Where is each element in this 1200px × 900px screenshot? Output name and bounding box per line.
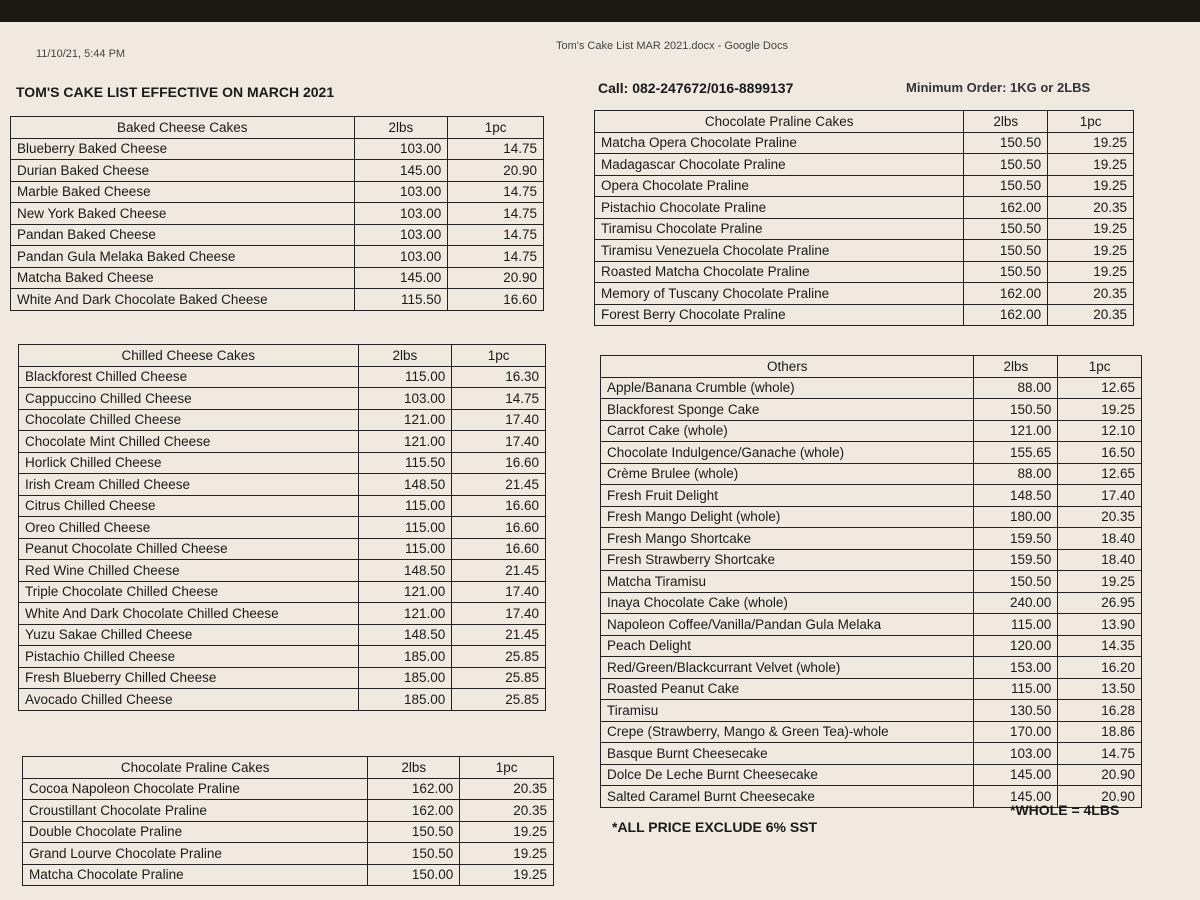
price-2lbs: 150.50 [964, 132, 1048, 154]
item-name: Chocolate Indulgence/Ganache (whole) [601, 442, 974, 464]
item-name: Red Wine Chilled Cheese [19, 560, 359, 582]
table-row [19, 366, 546, 388]
price-1pc: 17.40 [1058, 485, 1142, 507]
item-name: Blackforest Sponge Cake [601, 399, 974, 421]
print-doc-name: Tom's Cake List MAR 2021.docx - Google Docs [556, 40, 788, 52]
praline-cakes-table-left [22, 756, 554, 886]
item-name: Croustillant Chocolate Praline [23, 800, 368, 822]
price-1pc: 20.35 [460, 800, 554, 822]
table-row [11, 289, 544, 311]
item-name: Chocolate Mint Chilled Cheese [19, 431, 359, 453]
item-name: Durian Baked Cheese [11, 160, 355, 182]
price-2lbs: 103.00 [354, 246, 448, 268]
price-1pc: 16.60 [452, 495, 546, 517]
table-row [601, 463, 1142, 485]
price-1pc: 16.60 [452, 517, 546, 539]
col-1pc-header: 1pc [460, 757, 554, 779]
price-2lbs: 162.00 [964, 283, 1048, 305]
table-row [601, 506, 1142, 528]
price-2lbs: 155.65 [974, 442, 1058, 464]
price-1pc: 19.25 [460, 821, 554, 843]
call-numbers: Call: 082-247672/016-8899137 [598, 80, 794, 96]
price-1pc: 19.25 [1048, 261, 1134, 283]
price-2lbs: 103.00 [354, 224, 448, 246]
table-row [595, 132, 1134, 154]
item-name: Avocado Chilled Cheese [19, 689, 359, 711]
price-1pc: 19.25 [460, 864, 554, 886]
table-row [601, 442, 1142, 464]
price-2lbs: 150.50 [964, 240, 1048, 262]
price-2lbs: 115.00 [358, 495, 452, 517]
price-1pc: 14.75 [448, 224, 544, 246]
table-row [19, 667, 546, 689]
price-2lbs: 150.50 [974, 399, 1058, 421]
col-1pc-header: 1pc [448, 117, 544, 139]
item-name: Matcha Chocolate Praline [23, 864, 368, 886]
header-cell: Chilled Cheese Cakes [19, 345, 359, 367]
praline-cakes-table-right [594, 110, 1134, 326]
table-row [11, 224, 544, 246]
table-row [11, 267, 544, 289]
item-name: Apple/Banana Crumble (whole) [601, 377, 974, 399]
item-name: Double Chocolate Praline [23, 821, 368, 843]
item-name: Grand Lourve Chocolate Praline [23, 843, 368, 865]
header-cell: Baked Cheese Cakes [11, 117, 355, 139]
price-2lbs: 145.00 [974, 764, 1058, 786]
price-2lbs: 103.00 [358, 388, 452, 410]
price-1pc: 16.20 [1058, 657, 1142, 679]
item-name: Fresh Fruit Delight [601, 485, 974, 507]
item-name: Marble Baked Cheese [11, 181, 355, 203]
item-name: Salted Caramel Burnt Cheesecake [601, 786, 974, 808]
price-2lbs: 150.50 [974, 571, 1058, 593]
price-1pc: 20.90 [448, 267, 544, 289]
price-1pc: 14.35 [1058, 635, 1142, 657]
price-1pc: 20.35 [1048, 197, 1134, 219]
price-2lbs: 159.50 [974, 528, 1058, 550]
price-2lbs: 150.50 [964, 175, 1048, 197]
item-name: Pistachio Chilled Cheese [19, 646, 359, 668]
price-1pc: 21.45 [452, 474, 546, 496]
price-1pc: 19.25 [1048, 175, 1134, 197]
price-2lbs: 180.00 [974, 506, 1058, 528]
price-2lbs: 115.00 [974, 614, 1058, 636]
price-1pc: 14.75 [448, 246, 544, 268]
table-row [19, 560, 546, 582]
price-1pc: 14.75 [452, 388, 546, 410]
price-2lbs: 145.00 [354, 267, 448, 289]
price-2lbs: 148.50 [358, 474, 452, 496]
table-row [19, 517, 546, 539]
table-row [595, 283, 1134, 305]
table-row [601, 549, 1142, 571]
price-1pc: 19.25 [1048, 154, 1134, 176]
price-2lbs: 185.00 [358, 667, 452, 689]
table-row [19, 689, 546, 711]
price-1pc: 20.90 [1058, 764, 1142, 786]
price-2lbs: 150.50 [964, 154, 1048, 176]
table-row [11, 138, 544, 160]
paper-sheet [0, 22, 1200, 900]
minimum-order: Minimum Order: 1KG or 2LBS [906, 80, 1091, 95]
price-1pc: 21.45 [452, 560, 546, 582]
item-name: Madagascar Chocolate Praline [595, 154, 964, 176]
table-row [601, 571, 1142, 593]
price-2lbs: 115.00 [974, 678, 1058, 700]
price-1pc: 25.85 [452, 667, 546, 689]
price-1pc: 17.40 [452, 603, 546, 625]
price-2lbs: 159.50 [974, 549, 1058, 571]
price-1pc: 14.75 [448, 181, 544, 203]
item-name: Roasted Peanut Cake [601, 678, 974, 700]
price-1pc: 25.85 [452, 646, 546, 668]
col-1pc-header: 1pc [1058, 356, 1142, 378]
table-header-row [11, 117, 544, 139]
item-name: White And Dark Chocolate Baked Cheese [11, 289, 355, 311]
table-row [11, 203, 544, 225]
table-row [23, 864, 554, 886]
table-row [601, 743, 1142, 765]
table-row [601, 399, 1142, 421]
price-1pc: 20.90 [448, 160, 544, 182]
table-row [23, 821, 554, 843]
price-2lbs: 148.50 [974, 485, 1058, 507]
price-2lbs: 185.00 [358, 689, 452, 711]
table-row [23, 800, 554, 822]
col-2lbs-header: 2lbs [358, 345, 452, 367]
header-cell: Chocolate Praline Cakes [595, 111, 964, 133]
price-1pc: 19.25 [1058, 399, 1142, 421]
table-row [595, 154, 1134, 176]
item-name: Citrus Chilled Cheese [19, 495, 359, 517]
table-row [601, 678, 1142, 700]
price-1pc: 17.40 [452, 431, 546, 453]
price-1pc: 18.86 [1058, 721, 1142, 743]
table-row [595, 240, 1134, 262]
table-row [595, 304, 1134, 326]
price-2lbs: 145.00 [974, 786, 1058, 808]
price-2lbs: 150.00 [368, 864, 460, 886]
col-2lbs-header: 2lbs [354, 117, 448, 139]
item-name: Tiramisu Venezuela Chocolate Praline [595, 240, 964, 262]
price-1pc: 20.35 [460, 778, 554, 800]
sst-note: *ALL PRICE EXCLUDE 6% SST [612, 819, 818, 835]
table-row [601, 485, 1142, 507]
price-2lbs: 103.00 [354, 181, 448, 203]
table-row [601, 528, 1142, 550]
price-2lbs: 115.00 [358, 538, 452, 560]
header-cell: Chocolate Praline Cakes [23, 757, 368, 779]
item-name: Pandan Gula Melaka Baked Cheese [11, 246, 355, 268]
item-name: Fresh Blueberry Chilled Cheese [19, 667, 359, 689]
table-row [19, 431, 546, 453]
table-row [601, 657, 1142, 679]
price-2lbs: 148.50 [358, 624, 452, 646]
item-name: Pandan Baked Cheese [11, 224, 355, 246]
item-name: Tiramisu Chocolate Praline [595, 218, 964, 240]
print-datetime: 11/10/21, 5:44 PM [36, 48, 126, 60]
price-1pc: 19.25 [1048, 218, 1134, 240]
price-1pc: 20.90 [1058, 786, 1142, 808]
price-1pc: 20.35 [1048, 304, 1134, 326]
price-2lbs: 150.50 [368, 843, 460, 865]
item-name: Matcha Baked Cheese [11, 267, 355, 289]
others-table [600, 355, 1142, 808]
item-name: Napoleon Coffee/Vanilla/Pandan Gula Melaka [601, 614, 974, 636]
table-row [601, 377, 1142, 399]
item-name: Peanut Chocolate Chilled Cheese [19, 538, 359, 560]
price-2lbs: 185.00 [358, 646, 452, 668]
price-2lbs: 103.00 [354, 138, 448, 160]
price-1pc: 19.25 [1048, 132, 1134, 154]
item-name: Dolce De Leche Burnt Cheesecake [601, 764, 974, 786]
price-2lbs: 103.00 [974, 743, 1058, 765]
table-row [595, 218, 1134, 240]
table-row [19, 646, 546, 668]
col-1pc-header: 1pc [452, 345, 546, 367]
item-name: Inaya Chocolate Cake (whole) [601, 592, 974, 614]
table-row [601, 614, 1142, 636]
price-1pc: 12.10 [1058, 420, 1142, 442]
item-name: Forest Berry Chocolate Praline [595, 304, 964, 326]
price-2lbs: 103.00 [354, 203, 448, 225]
table-row [19, 388, 546, 410]
item-name: Cappuccino Chilled Cheese [19, 388, 359, 410]
table-row [19, 603, 546, 625]
col-2lbs-header: 2lbs [368, 757, 460, 779]
price-2lbs: 121.00 [358, 409, 452, 431]
table-row [19, 452, 546, 474]
item-name: Peach Delight [601, 635, 974, 657]
price-1pc: 14.75 [1058, 743, 1142, 765]
price-2lbs: 121.00 [358, 603, 452, 625]
price-1pc: 20.35 [1048, 283, 1134, 305]
baked-cheese-cakes-table [10, 116, 544, 311]
item-name: Crème Brulee (whole) [601, 463, 974, 485]
chilled-cheese-cakes-table [18, 344, 546, 711]
item-name: Carrot Cake (whole) [601, 420, 974, 442]
price-1pc: 18.40 [1058, 528, 1142, 550]
price-2lbs: 153.00 [974, 657, 1058, 679]
table-row [601, 721, 1142, 743]
price-1pc: 16.60 [452, 538, 546, 560]
price-2lbs: 240.00 [974, 592, 1058, 614]
table-row [595, 175, 1134, 197]
table-row [19, 538, 546, 560]
price-1pc: 16.50 [1058, 442, 1142, 464]
item-name: Memory of Tuscany Chocolate Praline [595, 283, 964, 305]
price-2lbs: 121.00 [358, 581, 452, 603]
price-1pc: 12.65 [1058, 463, 1142, 485]
price-1pc: 19.25 [460, 843, 554, 865]
price-2lbs: 162.00 [964, 197, 1048, 219]
price-1pc: 17.40 [452, 581, 546, 603]
col-2lbs-header: 2lbs [964, 111, 1048, 133]
table-row [11, 246, 544, 268]
table-row [19, 409, 546, 431]
page-title: TOM'S CAKE LIST EFFECTIVE ON MARCH 2021 [16, 84, 335, 100]
header-cell: Others [601, 356, 974, 378]
price-2lbs: 121.00 [974, 420, 1058, 442]
price-2lbs: 115.50 [358, 452, 452, 474]
price-1pc: 14.75 [448, 138, 544, 160]
col-1pc-header: 1pc [1048, 111, 1134, 133]
table-header-row [23, 757, 554, 779]
price-2lbs: 150.50 [964, 261, 1048, 283]
price-1pc: 16.30 [452, 366, 546, 388]
table-row [11, 181, 544, 203]
item-name: Matcha Tiramisu [601, 571, 974, 593]
item-name: Crepe (Strawberry, Mango & Green Tea)-whole [601, 721, 974, 743]
price-1pc: 16.60 [452, 452, 546, 474]
table-header-row [19, 345, 546, 367]
whole-note: *WHOLE = 4LBS [1010, 802, 1120, 818]
table-row [595, 261, 1134, 283]
price-2lbs: 115.00 [358, 366, 452, 388]
price-1pc: 14.75 [448, 203, 544, 225]
item-name: Basque Burnt Cheesecake [601, 743, 974, 765]
item-name: Pistachio Chocolate Praline [595, 197, 964, 219]
item-name: Blackforest Chilled Cheese [19, 366, 359, 388]
table-row [601, 420, 1142, 442]
price-1pc: 20.35 [1058, 506, 1142, 528]
price-2lbs: 88.00 [974, 463, 1058, 485]
item-name: Fresh Mango Delight (whole) [601, 506, 974, 528]
item-name: Tiramisu [601, 700, 974, 722]
price-2lbs: 130.50 [974, 700, 1058, 722]
price-1pc: 16.28 [1058, 700, 1142, 722]
table-row [23, 778, 554, 800]
price-1pc: 26.95 [1058, 592, 1142, 614]
table-row [19, 495, 546, 517]
table-row [601, 635, 1142, 657]
price-2lbs: 150.50 [368, 821, 460, 843]
price-2lbs: 115.50 [354, 289, 448, 311]
table-row [19, 581, 546, 603]
item-name: Chocolate Chilled Cheese [19, 409, 359, 431]
item-name: Triple Chocolate Chilled Cheese [19, 581, 359, 603]
price-2lbs: 162.00 [368, 778, 460, 800]
price-1pc: 17.40 [452, 409, 546, 431]
item-name: New York Baked Cheese [11, 203, 355, 225]
table-row [23, 843, 554, 865]
price-1pc: 19.25 [1058, 571, 1142, 593]
col-2lbs-header: 2lbs [974, 356, 1058, 378]
price-2lbs: 120.00 [974, 635, 1058, 657]
item-name: Fresh Strawberry Shortcake [601, 549, 974, 571]
price-1pc: 25.85 [452, 689, 546, 711]
price-2lbs: 115.00 [358, 517, 452, 539]
table-row [19, 474, 546, 496]
price-1pc: 13.50 [1058, 678, 1142, 700]
price-1pc: 13.90 [1058, 614, 1142, 636]
price-2lbs: 121.00 [358, 431, 452, 453]
price-2lbs: 170.00 [974, 721, 1058, 743]
item-name: Fresh Mango Shortcake [601, 528, 974, 550]
price-1pc: 18.40 [1058, 549, 1142, 571]
item-name: Oreo Chilled Cheese [19, 517, 359, 539]
item-name: Horlick Chilled Cheese [19, 452, 359, 474]
table-row [11, 160, 544, 182]
item-name: Yuzu Sakae Chilled Cheese [19, 624, 359, 646]
item-name: Opera Chocolate Praline [595, 175, 964, 197]
item-name: Roasted Matcha Chocolate Praline [595, 261, 964, 283]
table-row [601, 700, 1142, 722]
item-name: Blueberry Baked Cheese [11, 138, 355, 160]
price-1pc: 16.60 [448, 289, 544, 311]
item-name: Red/Green/Blackcurrant Velvet (whole) [601, 657, 974, 679]
price-2lbs: 145.00 [354, 160, 448, 182]
price-2lbs: 150.50 [964, 218, 1048, 240]
price-2lbs: 162.00 [964, 304, 1048, 326]
price-1pc: 12.65 [1058, 377, 1142, 399]
price-1pc: 19.25 [1048, 240, 1134, 262]
item-name: Irish Cream Chilled Cheese [19, 474, 359, 496]
table-row [19, 624, 546, 646]
price-2lbs: 88.00 [974, 377, 1058, 399]
table-header-row [601, 356, 1142, 378]
price-2lbs: 148.50 [358, 560, 452, 582]
table-header-row [595, 111, 1134, 133]
item-name: Cocoa Napoleon Chocolate Praline [23, 778, 368, 800]
table-row [601, 764, 1142, 786]
price-2lbs: 162.00 [368, 800, 460, 822]
item-name: White And Dark Chocolate Chilled Cheese [19, 603, 359, 625]
table-row [601, 592, 1142, 614]
price-1pc: 21.45 [452, 624, 546, 646]
item-name: Matcha Opera Chocolate Praline [595, 132, 964, 154]
table-row [595, 197, 1134, 219]
